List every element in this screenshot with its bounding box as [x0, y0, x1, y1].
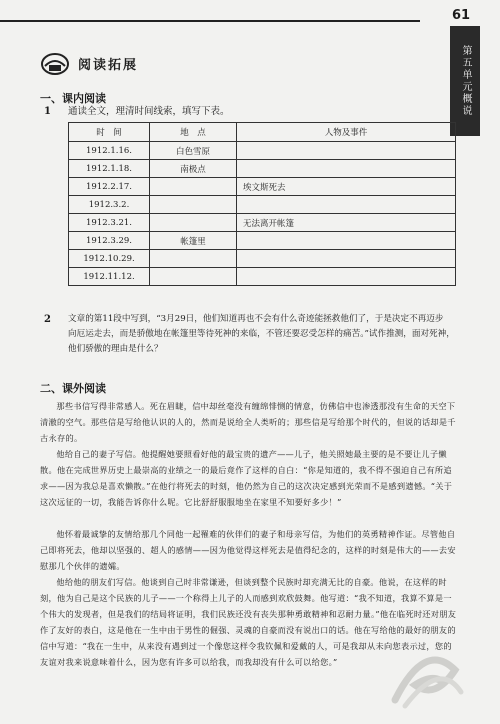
column-header-event: 人物及事件	[237, 123, 456, 142]
paragraph-3: 他怀着最诚挚的友情给那几个同他一起罹难的伙伴们的妻子和母亲写信，为他们的英勇精神作证。尽管他自己即将死去，他却以坚强的、超人的感情——因为他觉得这样死去是值得纪念的，这样的时刻是伟大的——去安慰那几个伙伴的遗孀。	[40, 529, 456, 571]
table-row	[69, 178, 456, 196]
column-header-time: 时 间	[69, 123, 150, 142]
place-cell: 白色雪原	[150, 142, 237, 160]
time-cell: 1912.3.29.	[69, 232, 150, 250]
timeline-table	[68, 122, 456, 286]
q2-number: 2	[44, 314, 51, 325]
place-cell[interactable]	[150, 268, 237, 286]
place-cell[interactable]	[150, 178, 237, 196]
top-rule	[0, 0, 500, 34]
place-cell: 南极点	[150, 160, 237, 178]
table-row	[69, 160, 456, 178]
place-cell[interactable]	[150, 214, 237, 232]
time-cell: 1912.1.16.	[69, 142, 150, 160]
header-line	[0, 20, 420, 22]
event-cell[interactable]	[237, 250, 456, 268]
table-row	[69, 232, 456, 250]
page-number: 61	[452, 8, 471, 23]
place-cell[interactable]	[150, 196, 237, 214]
decorative-swirl-icon	[385, 630, 465, 710]
time-cell: 1912.11.12.	[69, 268, 150, 286]
table-row	[69, 142, 456, 160]
table-row	[69, 250, 456, 268]
q2-line2: 向厄运走去，而是骄傲地在帐篷里等待死神的来临，不管还要忍受怎样的痛苦。”试作推测，面对死神，	[68, 329, 455, 339]
paragraph-1: 那些书信写得非常感人。死在眉睫，信中却丝毫没有缠绵悱恻的情意，仿佛信中也渗透那没有生命的天空下清澈的空气。那些信是写给他认识的人的，然而是说给全人类听的；那些信是写给那个时代的，但说的话却是千古永存的。	[40, 401, 456, 443]
time-cell: 1912.3.2.	[69, 196, 150, 214]
table-header-row	[69, 123, 456, 142]
table-row	[69, 214, 456, 232]
q2-line1: 文章的第11段中写到，“3月29日，他们知道再也不会有什么奇迹能拯救他们了，于是决定不再迈步	[68, 314, 444, 324]
time-cell: 1912.1.18.	[69, 160, 150, 178]
chapter-side-tab: 第五单元概说	[450, 26, 480, 136]
event-cell[interactable]	[237, 142, 456, 160]
q2-line3: 他们骄傲的理由是什么？	[68, 344, 163, 354]
q1-text: 通读全文，理清时间线索，填写下表。	[68, 106, 230, 117]
book-logo-icon	[40, 50, 70, 76]
place-cell[interactable]	[150, 250, 237, 268]
q1-number: 1	[44, 106, 51, 117]
event-cell[interactable]	[237, 160, 456, 178]
time-cell: 1912.3.21.	[69, 214, 150, 232]
event-cell[interactable]	[237, 196, 456, 214]
event-cell[interactable]	[237, 268, 456, 286]
part1-heading: 一、课内阅读	[40, 92, 106, 105]
time-cell: 1912.10.29.	[69, 250, 150, 268]
time-cell: 1912.2.17.	[69, 178, 150, 196]
paragraph-4: 他给他的朋友们写信。他谈到自己时非常谦逊，但谈到整个民族时却充满无比的自豪。他说，在这样的时刻，他为自己是这个民族的儿子——一个称得上儿子的人而感到欢欣鼓舞。他写道：“我不知道，我算不算是一个伟大的发现者，但是我们的结局将证明，我们民族还没有丧失那种勇敢精神和忍耐力量。”他在临死时还对朋友作了友好的表白，这是他在一生中由于男性的倔强、灵魂的自豪而没有说出口的话。他在写给他的最好的朋友的信中写道：“我在一生中，从来没有遇到过一个像您这样令我钦佩和爱戴的人，可是我却从未向您表示过，您的友谊对我来说意味着什么，因为您有许多可以给我，而我却没有什么可以给您。”	[40, 577, 457, 667]
paragraph-2: 他给自己的妻子写信。他提醒她要照看好他的最宝贵的遗产——儿子，他关照她最主要的是不要让儿子懒散。他在完成世界历史上最崇高的业绩之一的最后竟作了这样的自白：“你是知道的，我不得不强迫自己有所追求——因为我总是喜欢懒散。”在他行将死去的时刻，他仍然为自己的这次决定感到光荣而不是感到遗憾。“关于这次远征的一切，我能告诉你什么呢。它比舒舒服服地坐在家里不知要好多少！”	[40, 449, 453, 507]
part2-heading: 二、课外阅读	[40, 382, 106, 395]
section-title: 阅读拓展	[78, 58, 139, 73]
table-row	[69, 268, 456, 286]
event-cell: 无法离开帐篷	[237, 214, 456, 232]
event-cell: 埃文斯死去	[237, 178, 456, 196]
place-cell: 帐篷里	[150, 232, 237, 250]
event-cell[interactable]	[237, 232, 456, 250]
column-header-place: 地 点	[150, 123, 237, 142]
table-row	[69, 196, 456, 214]
